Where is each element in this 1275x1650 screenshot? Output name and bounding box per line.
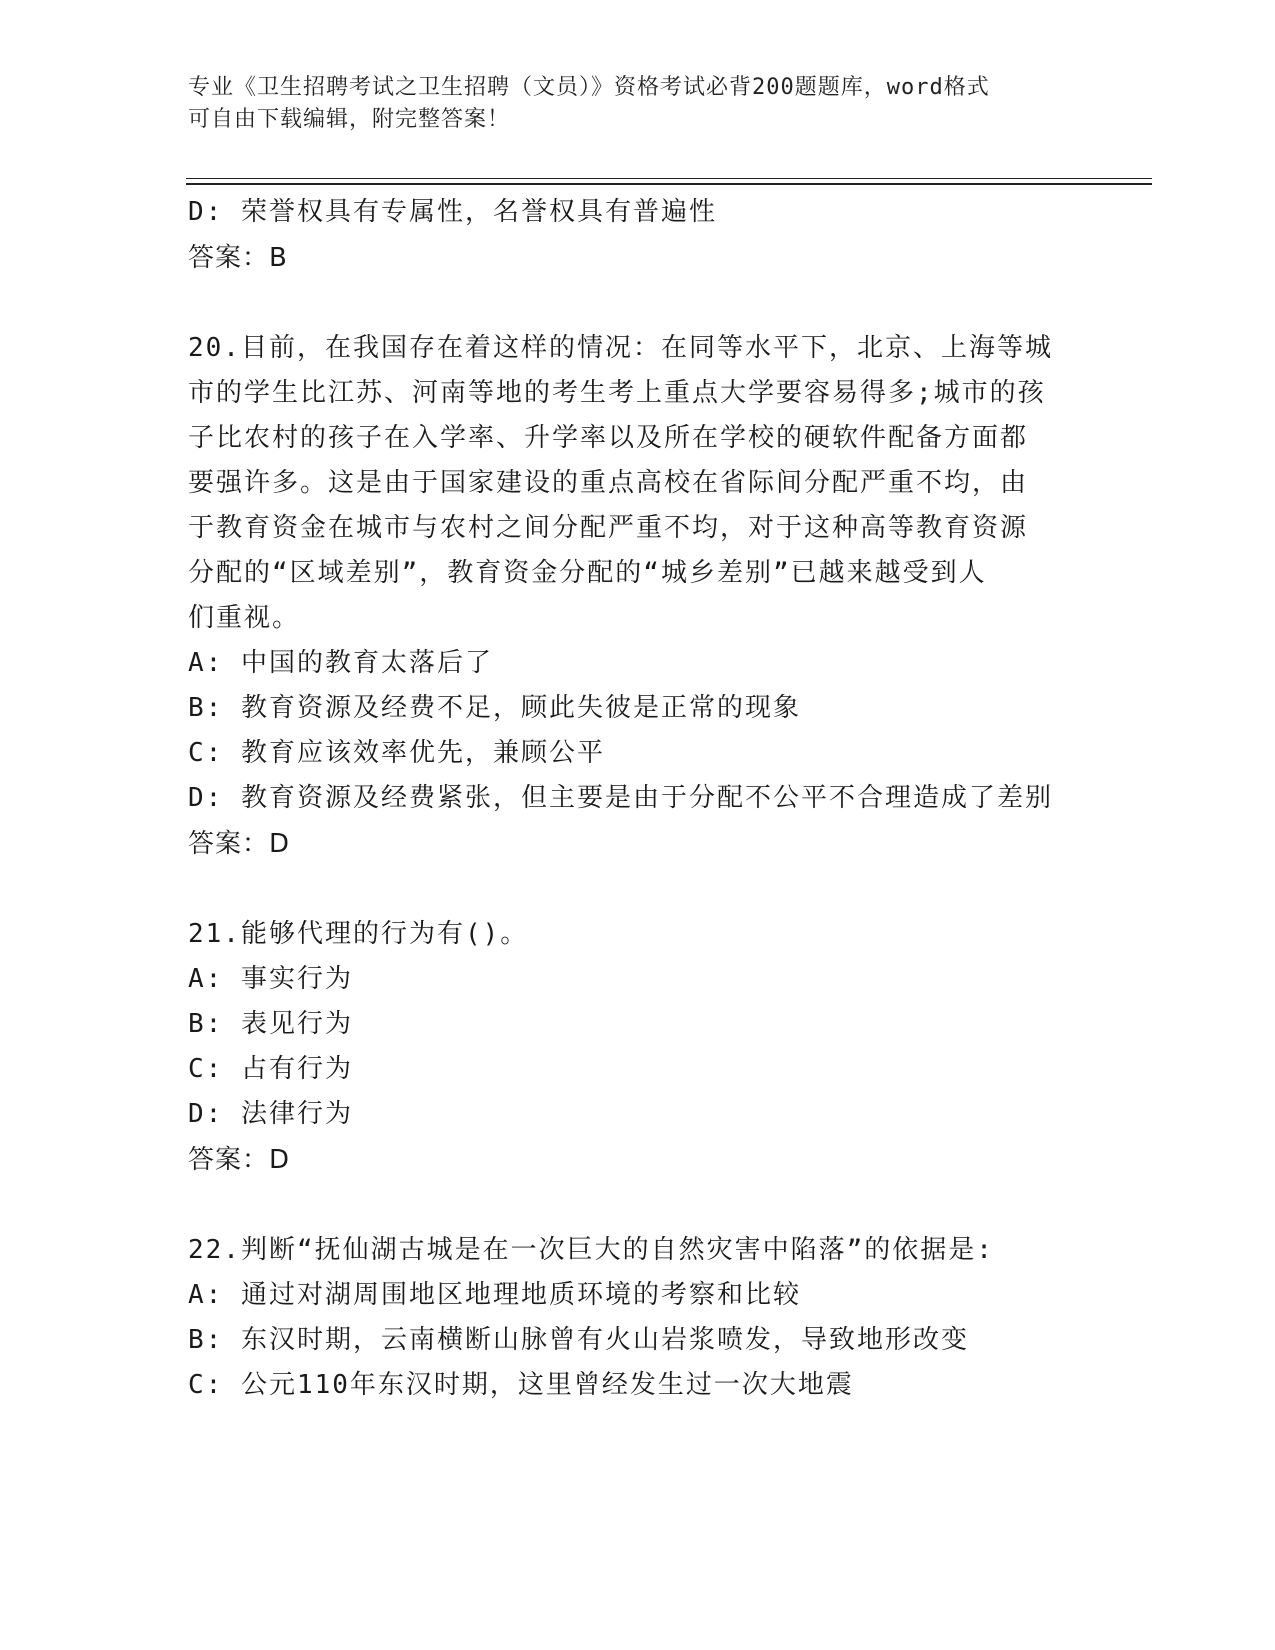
question-stem-line: 21.能够代理的行为有()。 bbox=[188, 919, 529, 949]
option-c: C: 公元110年东汉时期，这里曾经发生过一次大地震 bbox=[188, 1370, 854, 1400]
option-d: D: 教育资源及经费紧张，但主要是由于分配不公平不合理造成了差别 bbox=[188, 783, 1053, 813]
header-line-1: 专业《卫生招聘考试之卫生招聘（文员）》资格考试必背200题题库，word格式 bbox=[188, 75, 990, 100]
page-header bbox=[188, 72, 1068, 136]
spacer bbox=[188, 281, 1088, 326]
header-line-2: 可自由下载编辑，附完整答案！ bbox=[188, 107, 511, 132]
question-stem-line: 20.目前，在我国存在着这样的情况：在同等水平下，北京、上海等城 bbox=[188, 333, 1053, 363]
option-b: B: 表见行为 bbox=[188, 1009, 353, 1039]
question-22 bbox=[188, 1228, 1088, 1408]
option-b: B: 东汉时期，云南横断山脉曾有火山岩浆喷发，导致地形改变 bbox=[188, 1325, 969, 1355]
question-stem-line: 们重视。 bbox=[188, 603, 301, 633]
option-a: A: 事实行为 bbox=[188, 964, 353, 994]
option-d: D: 荣誉权具有专属性，名誉权具有普遍性 bbox=[188, 197, 717, 227]
question-stem-line: 要强许多。这是由于国家建设的重点高校在省际间分配严重不均，由 bbox=[188, 468, 1029, 498]
option-a: A: 中国的教育太落后了 bbox=[188, 648, 493, 678]
question-stem-line: 子比农村的孩子在入学率、升学率以及所在学校的硬软件配备方面都 bbox=[188, 423, 1029, 453]
header-rule-thin bbox=[186, 178, 1152, 179]
option-c: C: 占有行为 bbox=[188, 1054, 353, 1084]
question-20 bbox=[188, 326, 1088, 867]
answer-line: 答案：B bbox=[188, 243, 288, 273]
header-rule-thick bbox=[186, 183, 1152, 185]
option-a: A: 通过对湖周围地区地理地质环境的考察和比较 bbox=[188, 1280, 801, 1310]
spacer bbox=[188, 1183, 1088, 1228]
answer-line: 答案：D bbox=[188, 1145, 291, 1175]
question-stem-line: 于教育资金在城市与农村之间分配严重不均，对于这种高等教育资源 bbox=[188, 513, 1029, 543]
option-c: C: 教育应该效率优先，兼顾公平 bbox=[188, 738, 605, 768]
question-stem-line: 分配的“区域差别”，教育资金分配的“城乡差别”已越来越受到人 bbox=[188, 558, 987, 588]
question-stem-line: 市的学生比江苏、河南等地的考生考上重点大学要容易得多;城市的孩 bbox=[188, 378, 1046, 408]
question-21 bbox=[188, 912, 1088, 1183]
spacer bbox=[188, 867, 1088, 912]
answer-line: 答案：D bbox=[188, 829, 291, 859]
option-d: D: 法律行为 bbox=[188, 1099, 353, 1129]
page-content bbox=[188, 190, 1088, 1408]
question-stem-line: 22.判断“抚仙湖古城是在一次巨大的自然灾害中陷落”的依据是: bbox=[188, 1235, 994, 1265]
option-b: B: 教育资源及经费不足，顾此失彼是正常的现象 bbox=[188, 693, 801, 723]
